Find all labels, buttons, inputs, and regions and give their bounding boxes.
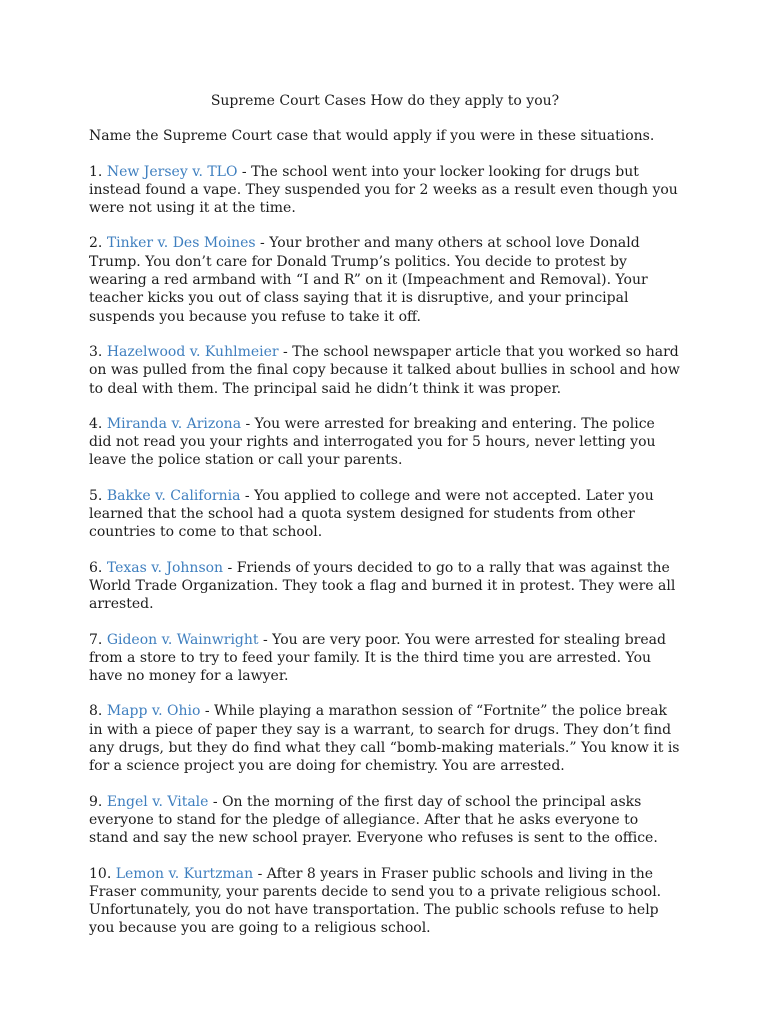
page-title: Supreme Court Cases How do they apply to you? xyxy=(210,93,560,109)
case-item-7 xyxy=(89,631,681,686)
case-item-4 xyxy=(89,415,681,470)
case-item-3 xyxy=(89,343,681,398)
case-item-6 xyxy=(89,559,681,614)
case-number: 1. xyxy=(89,163,103,180)
case-scenario: - Your brother and many others at school love Donald Trump. You don’t care for Donald Trump’s politics. You decide to protest by wearing a red armband with “I and R” on it (Impeachment and Removal). Your teacher kicks you out of class saying that it is disruptive, and your principal suspends you because you refuse to take it off. xyxy=(89,235,648,325)
case-name-link[interactable]: Lemon v. Kurtzman xyxy=(115,865,254,882)
case-name-link[interactable]: Bakke v. California xyxy=(106,487,241,504)
instructions: Name the Supreme Court case that would apply if you were in these situations. xyxy=(89,128,655,145)
case-number: 5. xyxy=(89,487,103,504)
case-number: 2. xyxy=(89,235,103,252)
case-name-link[interactable]: Miranda v. Arizona xyxy=(106,415,242,432)
case-number: 6. xyxy=(89,559,103,576)
case-scenario: - The school went into your locker looking for drugs but instead found a vape. They suspended you for 2 weeks as a result even though you were not using it at the time. xyxy=(89,163,678,217)
case-name-link[interactable]: Tinker v. Des Moines xyxy=(106,235,256,252)
case-item-5 xyxy=(89,487,681,542)
case-scenario: - You were arrested for breaking and entering. The police did not read you your rights and interrogated you for 5 hours, never letting you leave the police station or call your parents. xyxy=(89,415,656,469)
case-item-10 xyxy=(89,865,681,938)
case-name-link[interactable]: New Jersey v. TLO xyxy=(106,163,238,180)
case-number: 10. xyxy=(89,865,112,882)
case-name-link[interactable]: Mapp v. Ohio xyxy=(106,703,201,720)
case-name-link[interactable]: Engel v. Vitale xyxy=(106,793,209,810)
case-scenario: - You applied to college and were not accepted. Later you learned that the school had a quota system designed for students from other countries to come to that school. xyxy=(89,487,654,541)
case-number: 4. xyxy=(89,415,103,432)
case-name-link[interactable]: Texas v. Johnson xyxy=(106,559,224,576)
case-number: 8. xyxy=(89,703,103,720)
worksheet-page xyxy=(89,92,681,955)
case-scenario: - Friends of yours decided to go to a rally that was against the World Trade Organization. They took a flag and burned it in protest. They were all arrested. xyxy=(89,559,676,613)
case-number: 7. xyxy=(89,631,103,648)
case-number: 3. xyxy=(89,343,103,360)
case-scenario: - The school newspaper article that you worked so hard on was pulled from the final copy because it talked about bullies in school and how to deal with them. The principal said he didn’t think it was proper. xyxy=(89,343,680,397)
case-scenario: - After 8 years in Fraser public schools and living in the Fraser community, your parents decide to send you to a private religious school. Unfortunately, you do not have transportation. The public schools refuse to help you because you are going to a religious school. xyxy=(89,865,662,937)
case-item-9 xyxy=(89,793,681,848)
case-scenario: - On the morning of the first day of school the principal asks everyone to stand for the pledge of allegiance. After that he asks everyone to stand and say the new school prayer. Everyone who refuses is sent to the office. xyxy=(89,793,658,847)
case-number: 9. xyxy=(89,793,103,810)
case-scenario: - While playing a marathon session of “Fortnite” the police break in with a piece of paper they say is a warrant, to search for drugs. They don’t find any drugs, but they do find what they call “bomb-making materials.” You know it is for a science project you are doing for chemistry. You are arrested. xyxy=(89,703,680,775)
case-scenario: - You are very poor. You were arrested for stealing bread from a store to try to feed your family. It is the third time you are arrested. You have no money for a lawyer. xyxy=(89,631,666,685)
case-item-2 xyxy=(89,234,681,325)
case-item-1 xyxy=(89,163,681,218)
case-item-8 xyxy=(89,702,681,775)
case-name-link[interactable]: Gideon v. Wainwright xyxy=(106,631,259,648)
case-name-link[interactable]: Hazelwood v. Kuhlmeier xyxy=(106,343,279,360)
